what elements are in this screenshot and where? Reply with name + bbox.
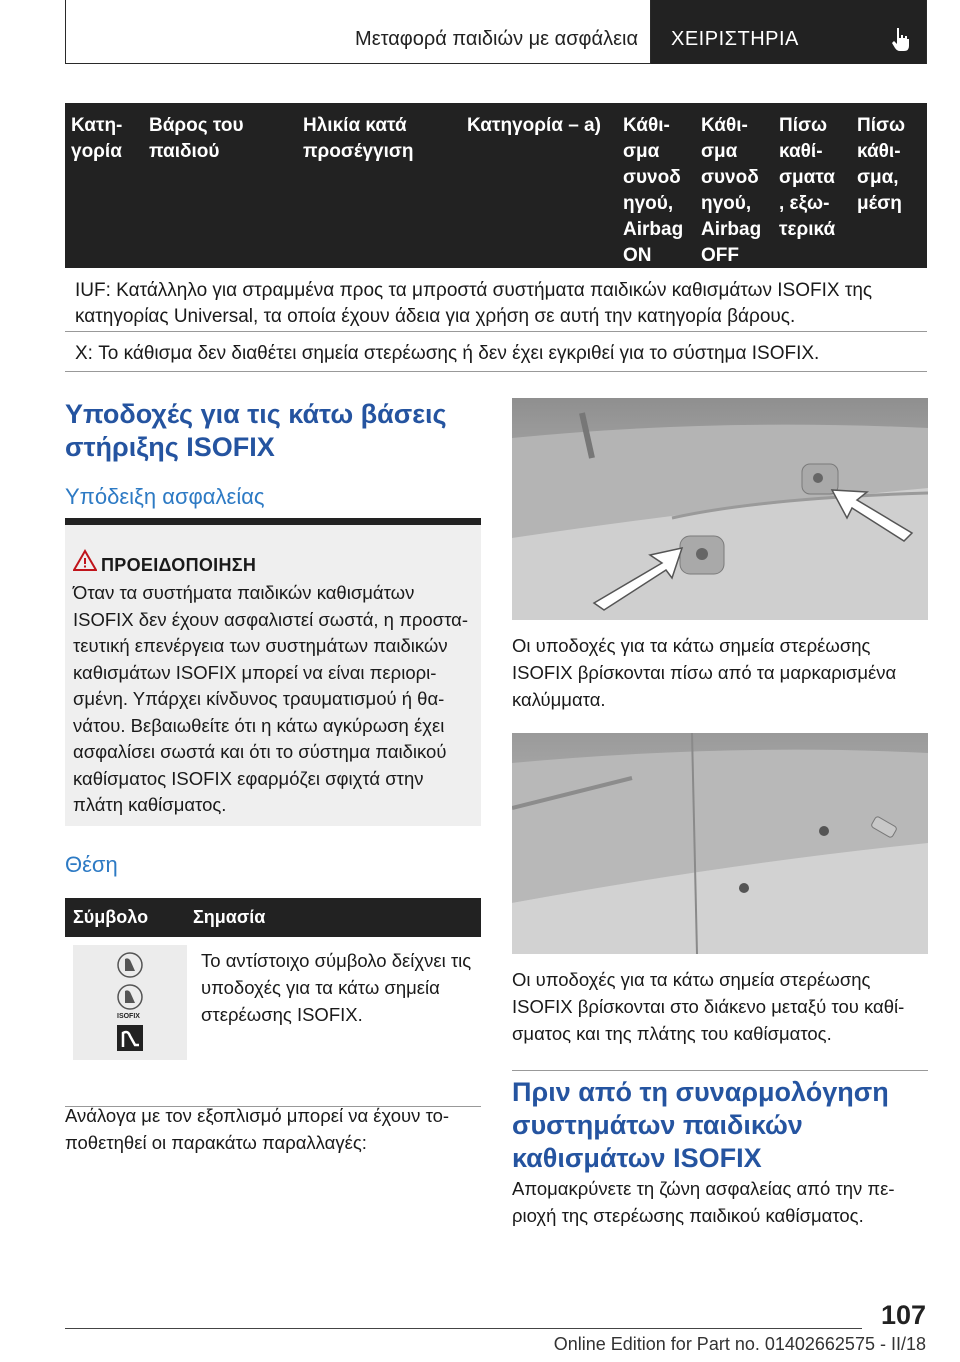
column-header bbox=[773, 103, 851, 268]
page-number: 107 bbox=[880, 1300, 926, 1330]
photo-caption-1: Οι υποδοχές για τα κάτω σημεία στερέωσης ISOFIX βρίσκονται πίσω από τα μαρκαρισμένα καλύμματα. bbox=[512, 635, 897, 710]
table-row bbox=[65, 937, 481, 1107]
column-header-text: Κάθι- σμα συνοδ ηγού, Airbag ON bbox=[623, 115, 684, 266]
column-header bbox=[65, 103, 143, 268]
footer-rule bbox=[65, 1328, 862, 1329]
isofix-covers-photo bbox=[512, 398, 928, 620]
page-header bbox=[65, 0, 927, 64]
isofix-icon-label: ISOFIX bbox=[117, 1013, 140, 1020]
variants-paragraph: Ανάλογα με τον εξοπλισμό μπορεί να έχουν το-ποθετηθεί οι παρακάτω παραλλαγές: bbox=[65, 1105, 450, 1153]
photo-caption-2: Οι υποδοχές για τα κάτω σημεία στερέωσης ISOFIX βρίσκονται στο διάκενο μεταξύ του καθί-σματος και της πλάτης του καθίσματος. bbox=[512, 969, 905, 1044]
isofix-gap-photo bbox=[512, 733, 928, 954]
warning-title: ΠΡΟΕΙΔΟΠΟΙΗΣΗ bbox=[101, 555, 257, 575]
table-note-x: X: Το κάθισμα δεν διαθέτει σημεία στερέωσης ή δεν έχει εγκριθεί για το σύστημα ISOFIX. bbox=[65, 332, 927, 372]
position-subheading: Θέση bbox=[65, 852, 118, 877]
header-title-cell bbox=[66, 0, 651, 64]
symbol-meaning-text: Το αντίστοιχο σύμβολο δείχνει τις υποδοχές για τα κάτω σημεία στερέωσης ISOFIX. bbox=[201, 950, 472, 1025]
symbol-table bbox=[65, 898, 481, 1107]
column-header bbox=[851, 103, 927, 268]
column-header-text: Πίσω καθί- σματα , εξω- τερικά bbox=[779, 115, 836, 240]
chapter-title: Μεταφορά παιδιών με ασφάλεια bbox=[355, 28, 638, 50]
safety-subheading: Υπόδειξη ασφαλείας bbox=[65, 484, 265, 509]
before-assembly-paragraph: Απομακρύνετε τη ζώνη ασφαλείας από την πε-ριοχή της στερέωσης παιδικού καθίσματος. bbox=[512, 1178, 895, 1226]
table-note-iuf: IUF: Κατάλληλο για στραμμένα προς τα μπροστά συστήματα παιδικών καθισμάτων ISOFIX της κατηγορίας Universal, τα οποία έχουν άδεια για χρήση σε αυτή την κατηγορία βάρους. bbox=[65, 268, 927, 332]
table-header-row bbox=[65, 103, 927, 268]
meaning-column-header: Σημασία bbox=[193, 907, 266, 927]
isofix-child-seat-icon bbox=[73, 945, 187, 1060]
column-header bbox=[143, 103, 297, 268]
section-title: ΧΕΙΡΙΣΤΗΡΙΑ bbox=[671, 28, 799, 50]
symbol-column-header: Σύμβολο bbox=[73, 907, 149, 927]
column-header-text: Πίσω κάθι- σμα, μέση bbox=[857, 115, 906, 214]
column-header bbox=[617, 103, 695, 268]
footer-edition: Online Edition for Part no. 01402662575 - II/18 bbox=[553, 1334, 926, 1354]
child-seat-category-table bbox=[65, 103, 927, 372]
isofix-symbols bbox=[73, 945, 187, 1060]
column-header bbox=[297, 103, 461, 268]
column-header bbox=[695, 103, 773, 268]
column-header-text: Κάθι- σμα συνοδ ηγού, Airbag OFF bbox=[701, 115, 762, 266]
warning-text: Όταν τα συστήματα παιδικών καθισμάτων ISOFIX δεν έχουν ασφαλιστεί σωστά, η προστα-τευτική επενέργεια των συστημάτων παιδικών καθισμάτων ISOFIX μπορεί να είναι περιορι-σμένη. Υπάρχει κίνδυνος τραυματισμού ή θα-νάτου. Βεβαιωθείτε ότι η κάτω αγκύρωση έχει ασφαλίσει σωστά και ότι το σύστημα παιδικού καθίσματος ISOFIX εφαρμόζει σφιχτά στην πλάτη καθίσματος. bbox=[73, 582, 468, 815]
divider bbox=[512, 1070, 928, 1071]
column-header bbox=[461, 103, 617, 268]
column-header-text: Κατη- γορία bbox=[71, 115, 123, 162]
isofix-heading: Υποδοχές για τις κάτω βάσεις στήριξης ISOFIX bbox=[65, 399, 447, 462]
column-header-text: Κατηγορία – a) bbox=[467, 115, 601, 136]
header-section-cell bbox=[651, 0, 926, 64]
warning-box bbox=[65, 518, 481, 826]
hand-pointer-icon bbox=[886, 24, 916, 54]
before-assembly-heading: Πριν από τη συναρμολόγηση συστημάτων παιδικών καθισμάτων ISOFIX bbox=[512, 1077, 889, 1173]
symbol-table-header bbox=[65, 898, 481, 937]
column-header-text: Ηλικία κατά προσέγγιση bbox=[303, 115, 414, 162]
warning-triangle-icon bbox=[73, 549, 97, 573]
column-header-text: Βάρος του παιδιού bbox=[149, 115, 244, 162]
